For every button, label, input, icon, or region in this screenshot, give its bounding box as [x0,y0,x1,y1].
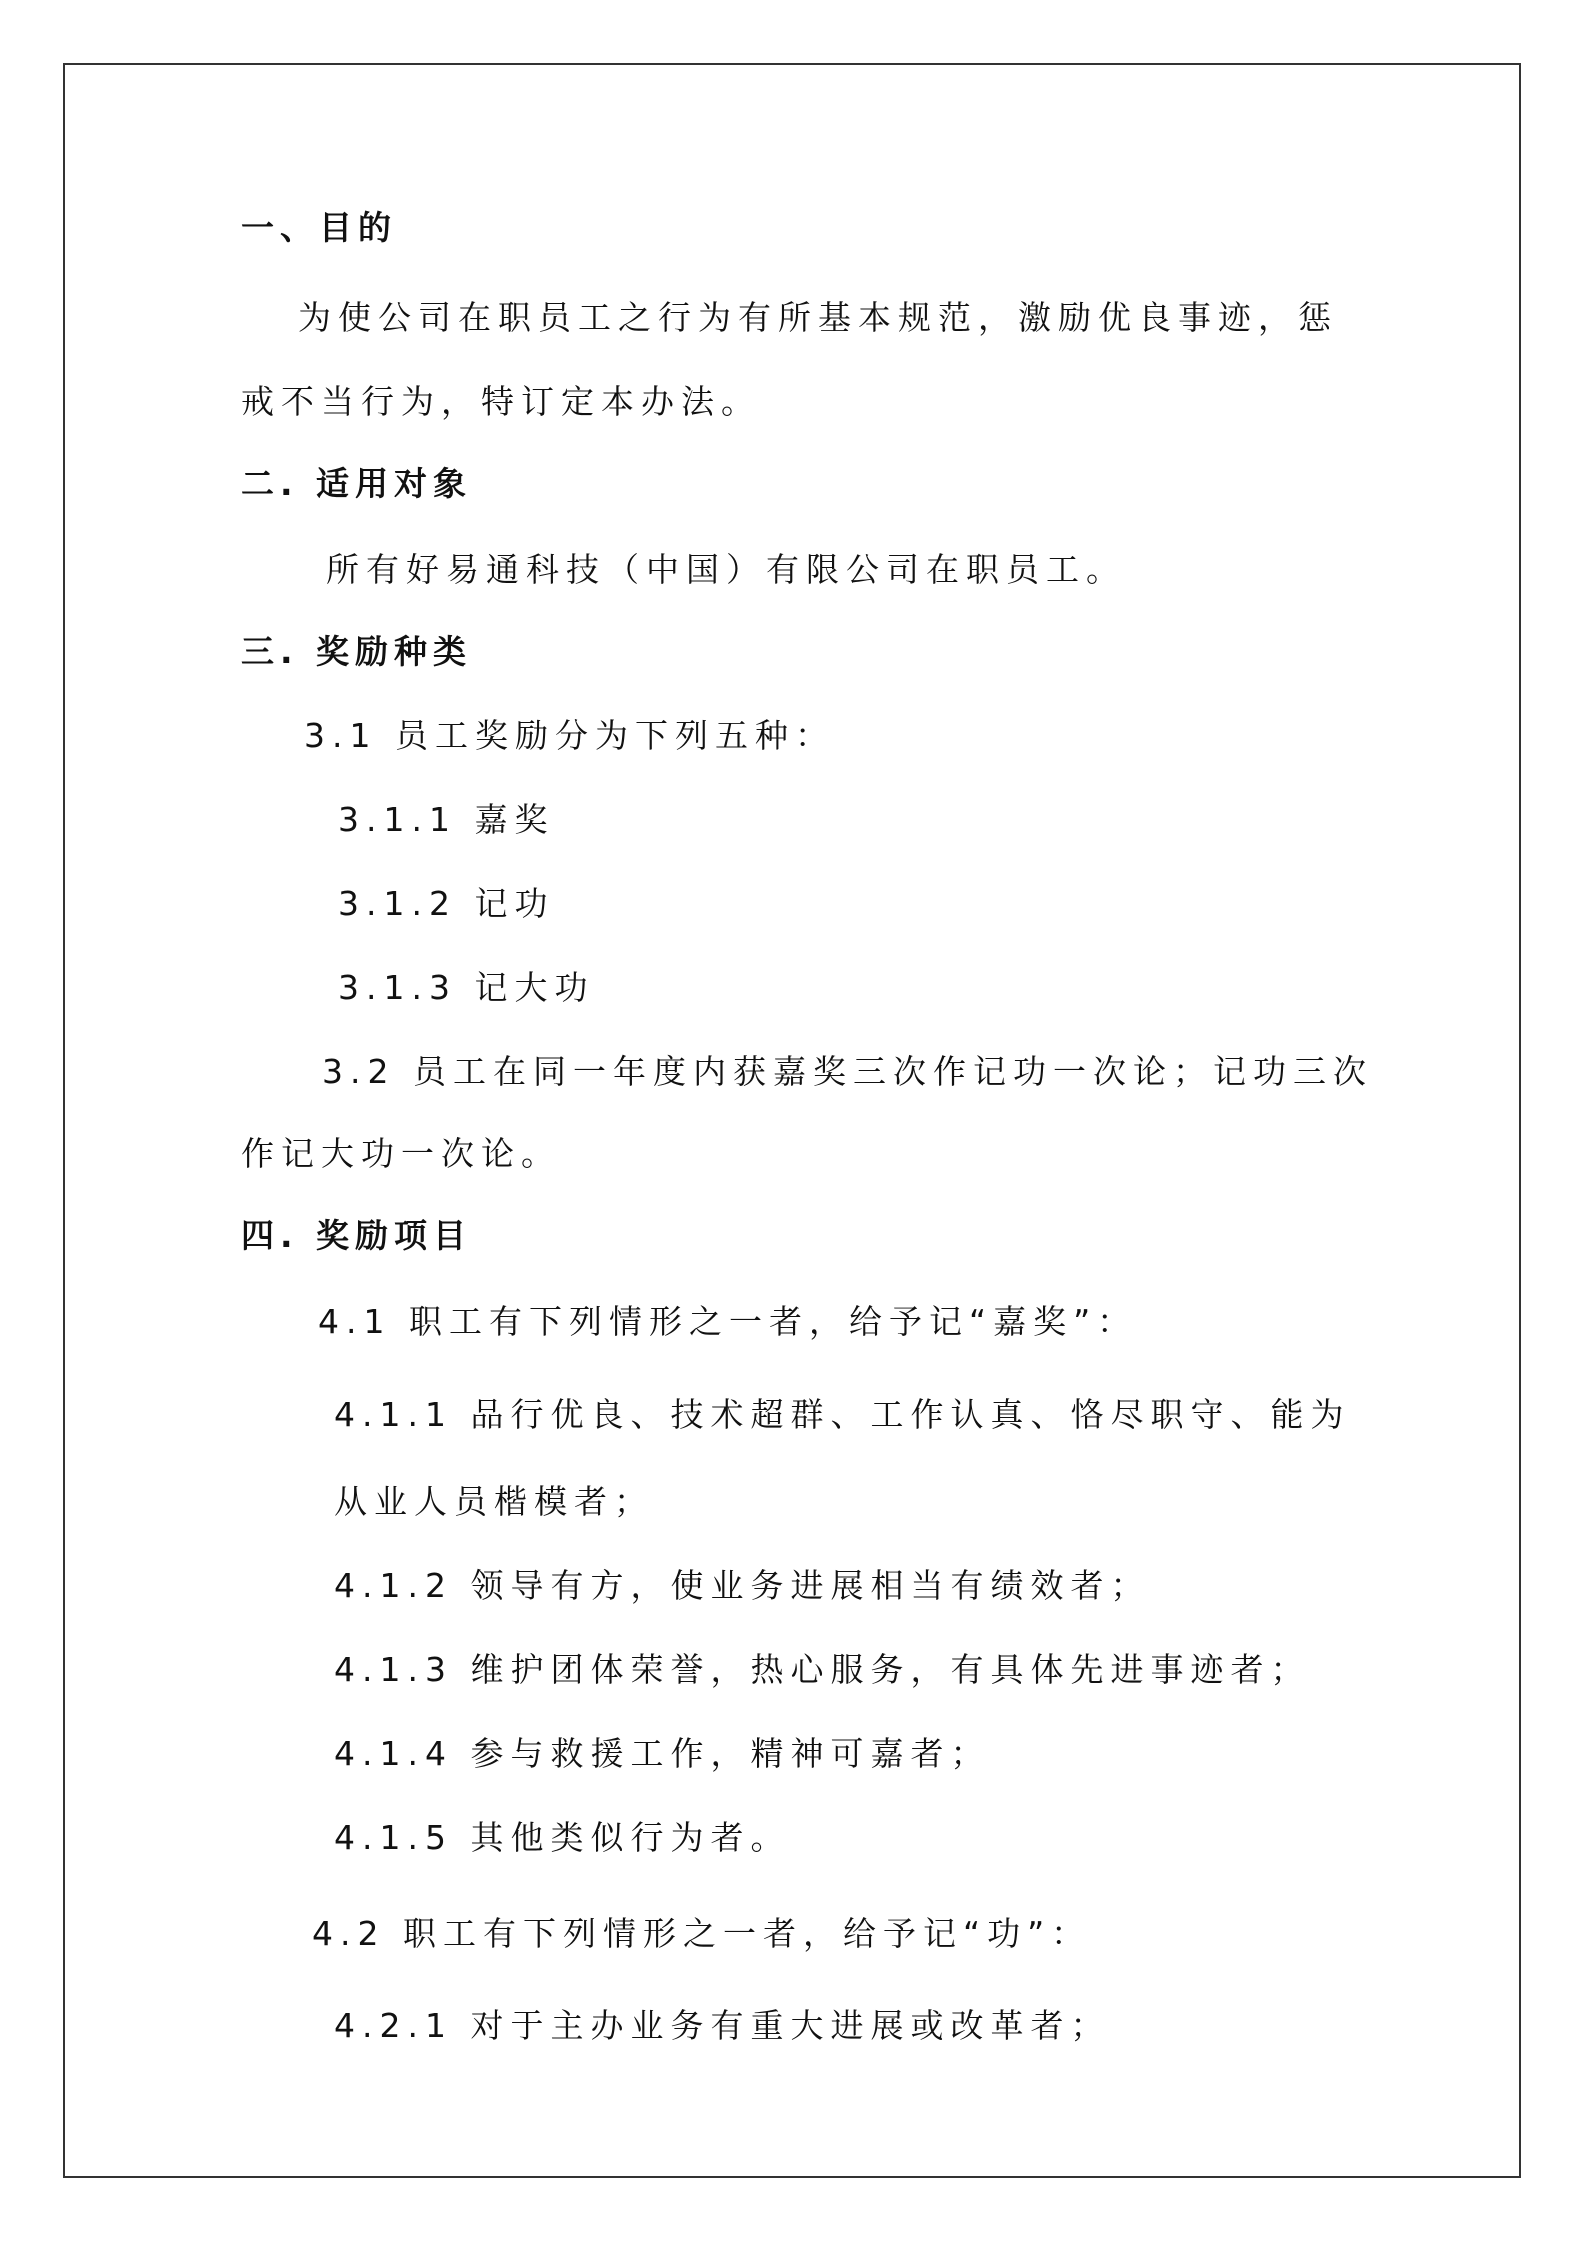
item-4-1-1-line-1: 4.1.1 品行优良、技术超群、工作认真、恪尽职守、能为 [334,1395,1351,1434]
item-4-1-3: 4.1.3 维护团体荣誉，热心服务，有具体先进事迹者； [334,1650,1311,1689]
item-4-1-4: 4.1.4 参与救援工作，精神可嘉者； [334,1734,991,1773]
item-4-2: 4.2 职工有下列情形之一者，给予记“功”： [312,1914,1092,1953]
page-border [63,63,1521,2178]
item-3-2-line-1: 3.2 员工在同一年度内获嘉奖三次作记功一次论；记功三次 [322,1052,1373,1091]
section-3-heading: 三. 奖励种类 [241,632,473,671]
item-4-1-1-line-2: 从业人员楷模者； [334,1482,654,1521]
item-4-2-1: 4.2.1 对于主办业务有重大进展或改革者； [334,2006,1111,2045]
section-1-paragraph-line-1: 为使公司在职员工之行为有所基本规范，激励优良事迹，惩 [298,298,1338,337]
section-2-heading: 二. 适用对象 [241,464,473,503]
section-2-paragraph: 所有好易通科技（中国）有限公司在职员工。 [326,550,1126,589]
item-3-2-line-2: 作记大功一次论。 [241,1134,561,1173]
item-3-1-1: 3.1.1 嘉奖 [338,800,555,839]
section-4-heading: 四. 奖励项目 [241,1216,473,1255]
item-3-1-3: 3.1.3 记大功 [338,968,595,1007]
section-1-heading: 一、目的 [241,208,397,247]
section-1-paragraph-line-2: 戒不当行为，特订定本办法。 [241,382,761,421]
item-3-1: 3.1 员工奖励分为下列五种： [304,716,835,755]
item-4-1-2: 4.1.2 领导有方，使业务进展相当有绩效者； [334,1566,1151,1605]
item-4-1-5: 4.1.5 其他类似行为者。 [334,1818,791,1857]
item-3-1-2: 3.1.2 记功 [338,884,555,923]
item-4-1: 4.1 职工有下列情形之一者，给予记“嘉奖”： [318,1302,1138,1341]
